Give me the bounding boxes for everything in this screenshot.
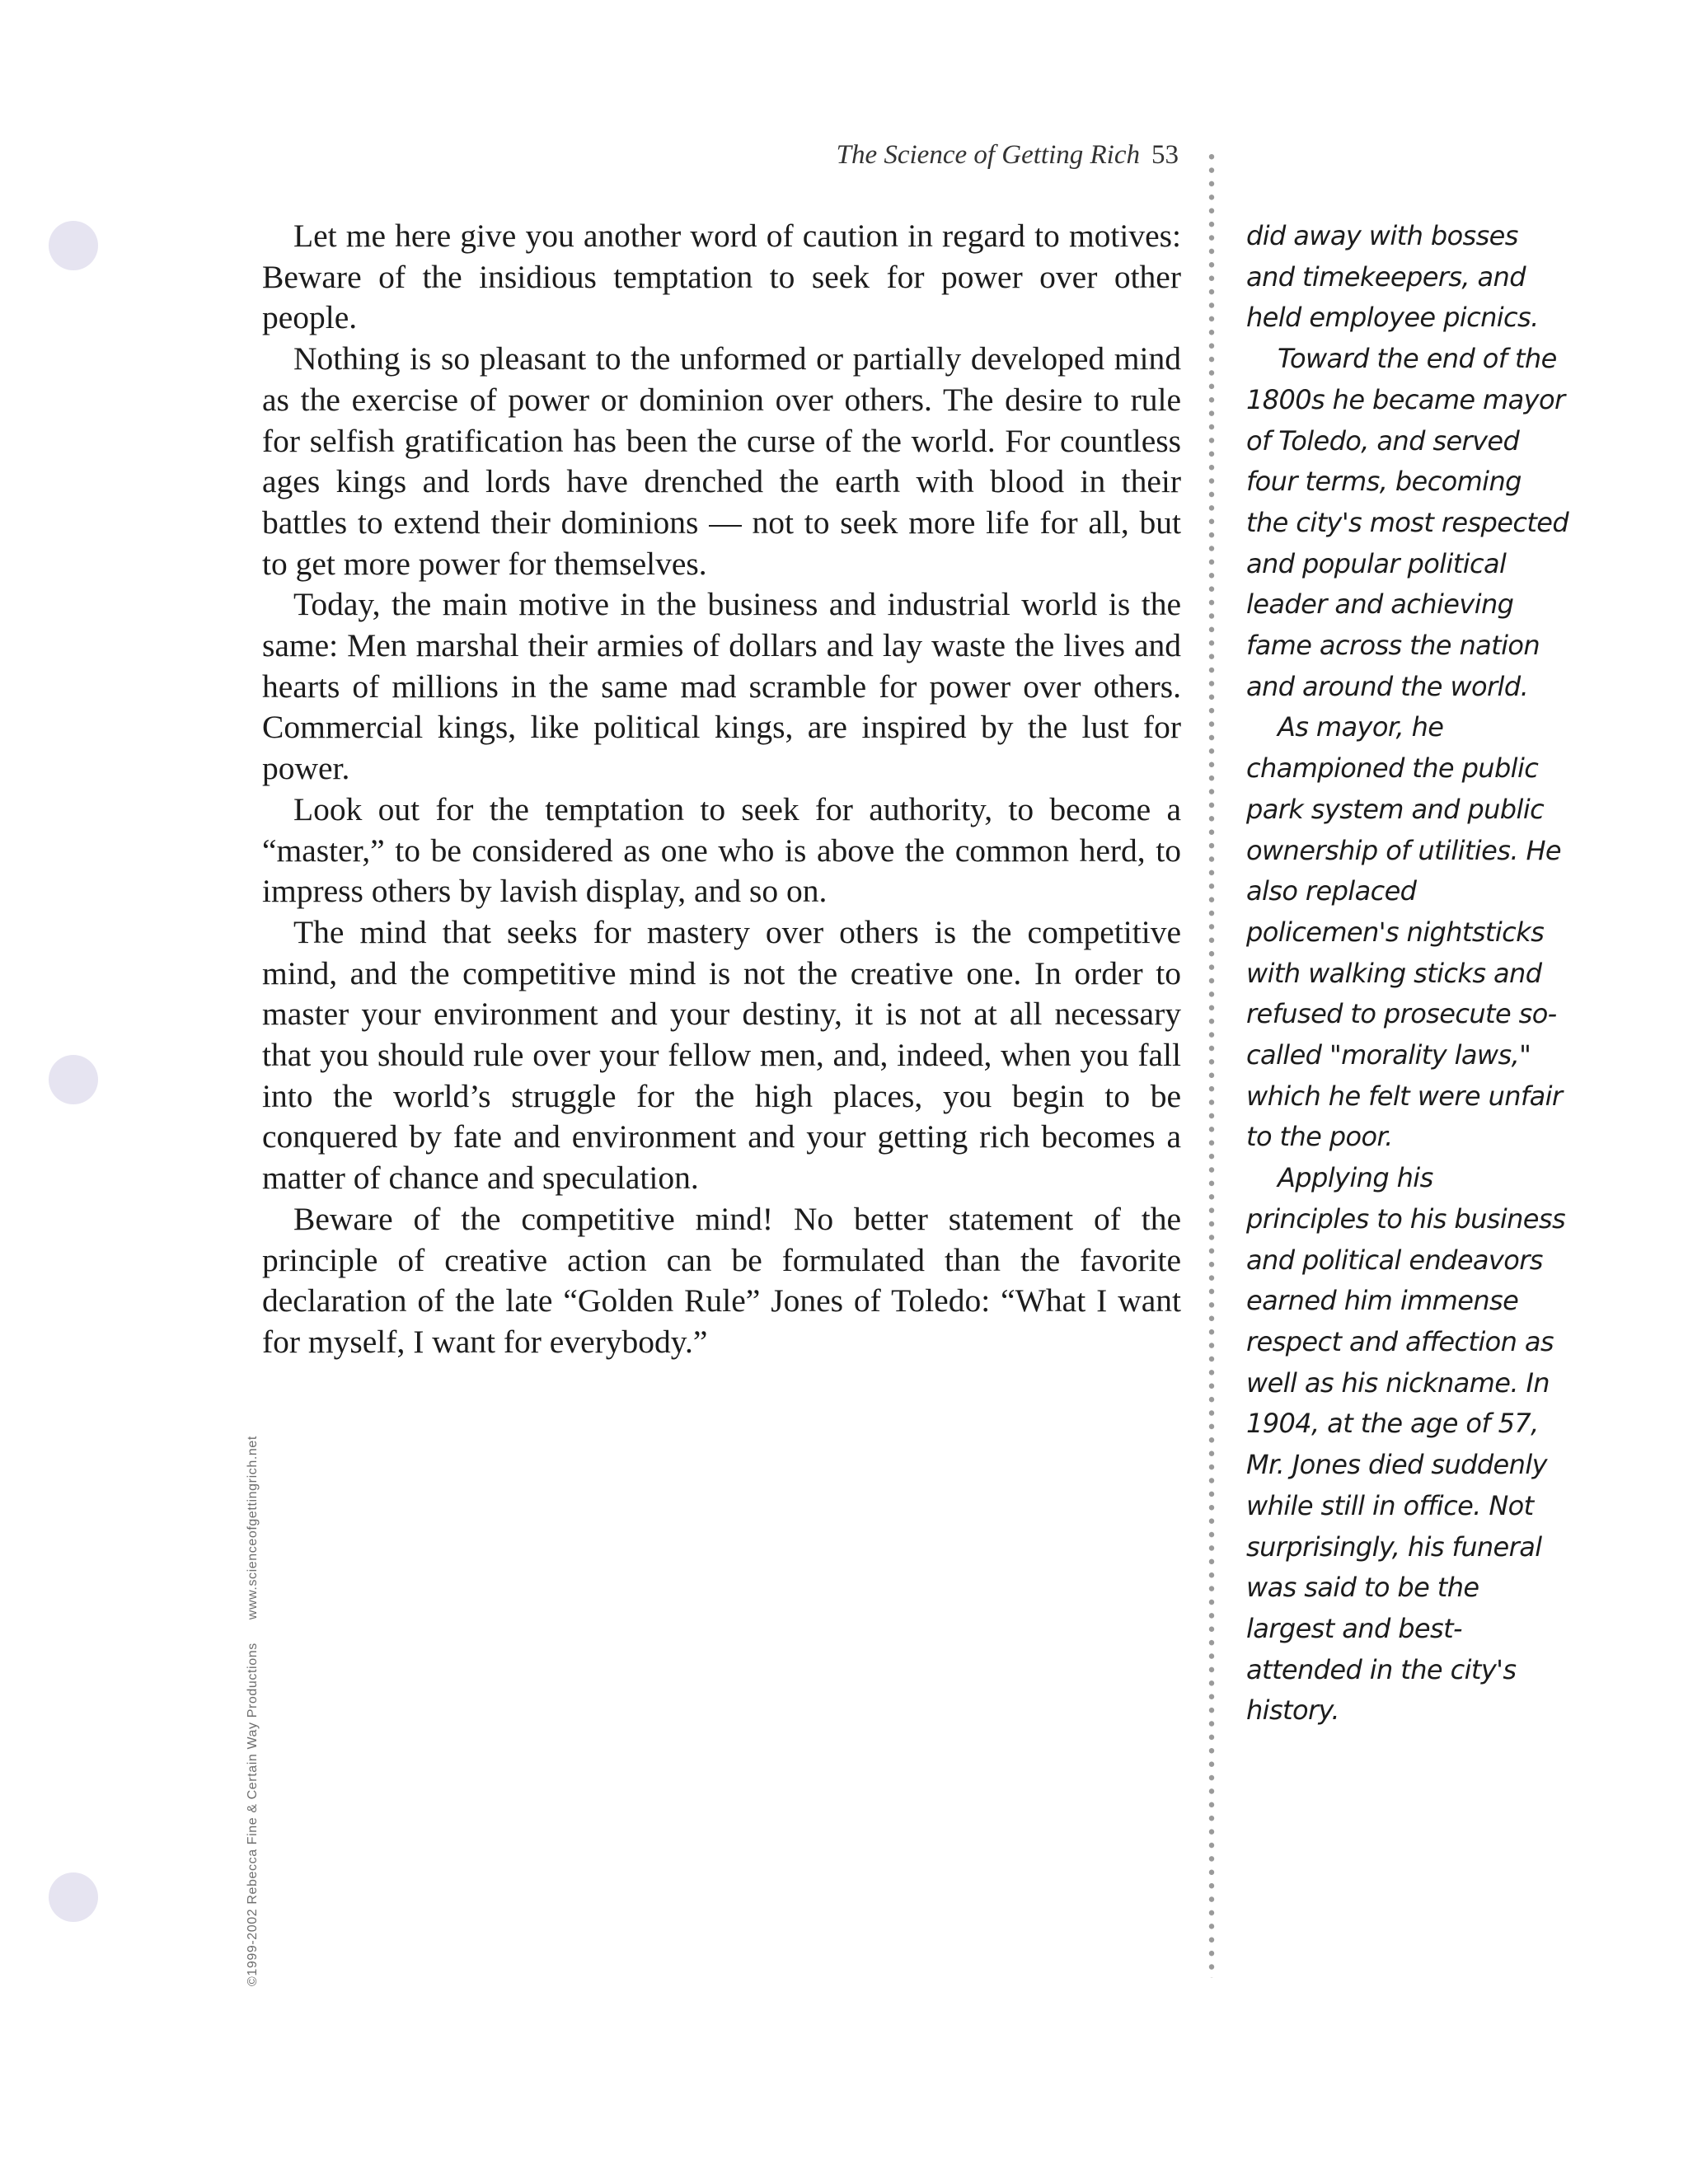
sidebar-line: principles to his business — [1246, 1202, 1566, 1235]
sidebar-line: Toward the end of the — [1278, 343, 1557, 375]
paragraph: The mind that seeks for mastery over others is the competitive mind, and the competitive mind is not the creative one. In order to master your environment and your destiny, it is not at all necessary that you should rule over your fellow men, and, indeed, when you fall into the world’s struggle for the high places, you begin to be conquered by fate and environment and your getting rich becomes a matter of chance and speculation. — [262, 913, 1181, 1197]
sidebar-line: and popular political — [1246, 547, 1507, 579]
sidebar-line: attended in the city's — [1246, 1653, 1517, 1685]
dotted-column-divider — [1208, 150, 1215, 1978]
book-title: The Science of Getting Rich — [836, 140, 1140, 170]
copyright-notice — [246, 1436, 260, 1986]
sidebar-line: Applying his — [1278, 1162, 1433, 1194]
sidebar-line: Mr. Jones died suddenly — [1246, 1449, 1547, 1481]
sidebar-line: fame across the nation — [1246, 630, 1540, 662]
sidebar-note — [1246, 216, 1569, 1732]
sidebar-line: and timekeepers, and — [1246, 260, 1526, 293]
sidebar-line: held employee picnics. — [1246, 302, 1539, 334]
page-number: 53 — [1151, 140, 1179, 170]
sidebar-line: which he felt were unfair — [1246, 1080, 1563, 1112]
sidebar-line: and political endeavors — [1246, 1244, 1543, 1276]
sidebar-line: ownership of utilities. He — [1246, 834, 1562, 866]
sidebar-line: with walking sticks and — [1246, 957, 1542, 989]
paragraph: Look out for the temptation to seek for authority, to become a “master,” to be considered as one who is above the common herd, to impress others by lavish display, and so on. — [262, 790, 1181, 910]
sidebar-line: surprisingly, his funeral — [1246, 1530, 1542, 1563]
sidebar-line: earned him immense — [1246, 1285, 1519, 1317]
copyright-text: ©1999-2002 Rebecca Fine & Certain Way Productions — [246, 1643, 260, 1986]
sidebar-line: history. — [1246, 1694, 1339, 1727]
sidebar-line: park system and public — [1246, 793, 1545, 825]
paragraph: Beware of the competitive mind! No better statement of the principle of creative action can be formulated than the favorite declaration of the late “Golden Rule” Jones of Toledo: “What I want for myself, I want for everybody.” — [262, 1200, 1181, 1360]
sidebar-line: championed the public — [1246, 752, 1539, 785]
paragraph: Today, the main motive in the business and industrial world is the same: Men marshal their armies of dollars and lay waste the lives and hearts of millions in the same mad scramble for power over others. Commercial kings, like political kings, are inspired by the lust for power. — [262, 586, 1181, 787]
sidebar-line: well as his nickname. In — [1246, 1366, 1550, 1399]
main-body-text — [262, 216, 1181, 1363]
sidebar-line: also replaced — [1246, 875, 1417, 907]
website-url: www.scienceofgettingrich.net — [246, 1436, 260, 1620]
sidebar-line: the city's most respected — [1246, 506, 1569, 538]
punch-hole-middle — [49, 1055, 98, 1104]
sidebar-line: respect and affection as — [1246, 1325, 1554, 1357]
paragraph: Let me here give you another word of caution in regard to motives: Beware of the insidious temptation to seek for power over other people. — [262, 218, 1181, 336]
sidebar-line: policemen's nightsticks — [1246, 916, 1545, 948]
sidebar-line: four terms, becoming — [1246, 466, 1522, 498]
sidebar-line: As mayor, he — [1278, 711, 1444, 743]
sidebar-line: to the poor. — [1246, 1121, 1393, 1153]
sidebar-line: and around the world. — [1246, 670, 1529, 702]
sidebar-line: 1800s he became mayor — [1246, 383, 1565, 415]
sidebar-line: 1904, at the age of 57, — [1246, 1408, 1539, 1440]
running-header — [577, 140, 1179, 171]
sidebar-line: was said to be the — [1246, 1572, 1479, 1604]
sidebar-line: leader and achieving — [1246, 588, 1514, 621]
sidebar-line: largest and best- — [1246, 1612, 1462, 1644]
paragraph: Nothing is so pleasant to the unformed or partially developed mind as the exercise of power or dominion over others. The desire to rule for selfish gratification has been the curse of the world. For countless ages kings and lords have drenched the earth with blood in their battles to extend their dominions — not to seek more life for all, but to get more power for themselves. — [262, 340, 1181, 582]
punch-hole-top — [49, 221, 98, 270]
sidebar-line: while still in office. Not — [1246, 1489, 1534, 1521]
sidebar-line: refused to prosecute so- — [1246, 998, 1557, 1030]
sidebar-line: called "morality laws," — [1246, 1039, 1531, 1071]
punch-hole-bottom — [49, 1872, 98, 1922]
sidebar-line: of Toledo, and served — [1246, 424, 1520, 457]
sidebar-line: did away with bosses — [1246, 220, 1518, 251]
